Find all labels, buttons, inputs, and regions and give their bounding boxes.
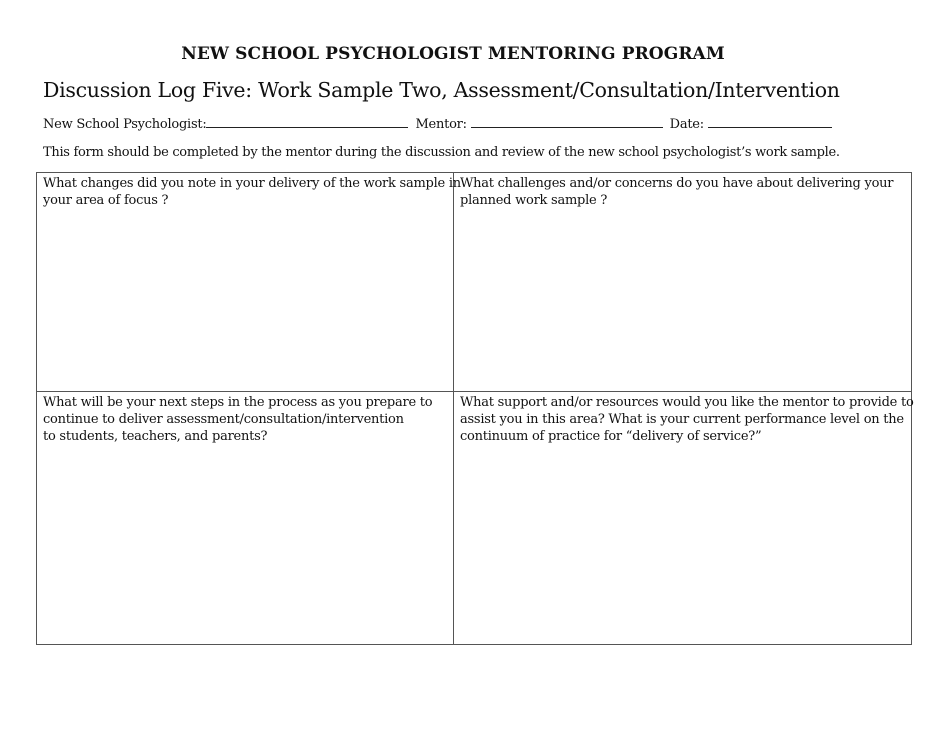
support-resources-box[interactable]: [454, 392, 914, 644]
question-line: continue to deliver assessment/consultation/intervention: [43, 412, 404, 427]
changes-noted-box[interactable]: [37, 173, 461, 392]
question-line: to students, teachers, and parents?: [43, 429, 268, 444]
question-line: What challenges and/or concerns do you have about delivering your: [460, 176, 894, 191]
date-label: Date:: [669, 117, 704, 132]
question-line: continuum of practice for “delivery of service?”: [460, 429, 762, 444]
psychologist-name-field[interactable]: [206, 116, 408, 128]
mentor-name-field[interactable]: [471, 116, 663, 128]
question-line: What support and/or resources would you like the mentor to provide to: [460, 395, 914, 410]
question-line: planned work sample ?: [460, 193, 608, 208]
instructions-text: This form should be completed by the mentor during the discussion and review of the new school psychologist’s work sample.: [43, 145, 840, 160]
question-line: What will be your next steps in the process as you prepare to: [43, 395, 433, 410]
discussion-log-title: Discussion Log Five: Work Sample Two, Assessment/Consultation/Intervention: [43, 78, 840, 102]
discussion-grid: [36, 172, 912, 645]
challenges-concerns-box[interactable]: [454, 173, 911, 392]
next-steps-box[interactable]: [37, 392, 454, 644]
mentor-label: Mentor:: [415, 117, 467, 132]
date-field[interactable]: [708, 116, 832, 128]
question-line: What changes did you note in your delivery of the work sample in: [43, 176, 461, 191]
psychologist-label: New School Psychologist:: [43, 117, 207, 132]
info-line: [43, 116, 832, 132]
page-title: NEW SCHOOL PSYCHOLOGIST MENTORING PROGRAM: [181, 44, 725, 64]
question-line: assist you in this area? What is your current performance level on the: [460, 412, 904, 427]
question-line: your area of focus ?: [43, 193, 169, 208]
